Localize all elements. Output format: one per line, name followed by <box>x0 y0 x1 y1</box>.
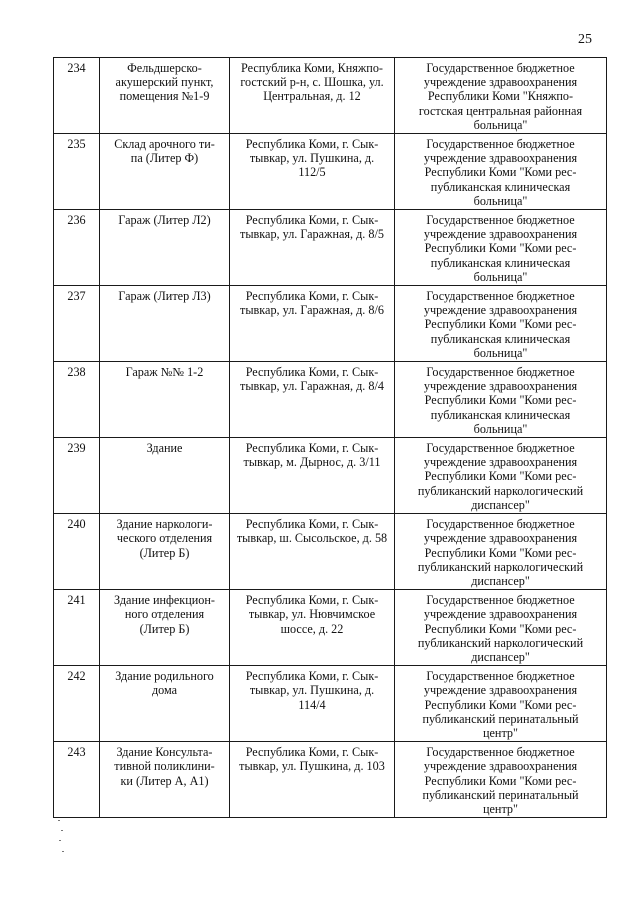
table-row <box>54 590 607 666</box>
object-name: Здание родильного дома <box>100 666 230 742</box>
object-address: Республика Коми, г. Сык- тывкар, ул. Пушкина, д. 103 <box>230 742 395 818</box>
object-name: Здание Консульта- тивной поликлини- ки (Литер А, А1) <box>100 742 230 818</box>
holder-organization: Государственное бюджетное учреждение здравоохранения Республики Коми "Коми рес- публиканский наркологический диспансер" <box>395 438 607 514</box>
holder-organization: Государственное бюджетное учреждение здравоохранения Республики Коми "Коми рес- публиканская клиническая больница" <box>395 134 607 210</box>
object-name: Здание <box>100 438 230 514</box>
row-number: 238 <box>54 362 100 438</box>
row-number: 239 <box>54 438 100 514</box>
holder-organization: Государственное бюджетное учреждение здравоохранения Республики Коми "Коми рес- публиканский перинатальный центр" <box>395 666 607 742</box>
object-name: Гараж (Литер Л3) <box>100 286 230 362</box>
holder-organization: Государственное бюджетное учреждение здравоохранения Республики Коми "Коми рес- публиканский наркологический диспансер" <box>395 590 607 666</box>
holder-organization: Государственное бюджетное учреждение здравоохранения Республики Коми "Коми рес- публиканская клиническая больница" <box>395 210 607 286</box>
table-row <box>54 514 607 590</box>
object-address: Республика Коми, г. Сык- тывкар, ул. Гаражная, д. 8/6 <box>230 286 395 362</box>
object-address: Республика Коми, г. Сык- тывкар, ш. Сысольское, д. 58 <box>230 514 395 590</box>
row-number: 241 <box>54 590 100 666</box>
object-address: Республика Коми, г. Сык- тывкар, ул. Пушкина, д. 112/5 <box>230 134 395 210</box>
object-address: Республика Коми, г. Сык- тывкар, ул. Пушкина, д. 114/4 <box>230 666 395 742</box>
table-row <box>54 666 607 742</box>
row-number: 236 <box>54 210 100 286</box>
holder-organization: Государственное бюджетное учреждение здравоохранения Республики Коми "Коми рес- публиканская клиническая больница" <box>395 286 607 362</box>
table-row <box>54 438 607 514</box>
object-address: Республика Коми, г. Сык- тывкар, ул. Нювчимское шоссе, д. 22 <box>230 590 395 666</box>
holder-organization: Государственное бюджетное учреждение здравоохранения Республики Коми "Княжпо- гостская центральная районная больница" <box>395 58 607 134</box>
row-number: 242 <box>54 666 100 742</box>
table-row <box>54 58 607 134</box>
object-name: Гараж №№ 1-2 <box>100 362 230 438</box>
table-row <box>54 210 607 286</box>
table-row <box>54 362 607 438</box>
holder-organization: Государственное бюджетное учреждение здравоохранения Республики Коми "Коми рес- публиканский наркологический диспансер" <box>395 514 607 590</box>
object-name: Здание инфекцион- ного отделения (Литер Б) <box>100 590 230 666</box>
row-number: 234 <box>54 58 100 134</box>
table-row <box>54 286 607 362</box>
object-address: Республика Коми, г. Сык- тывкар, м. Дырнос, д. 3/11 <box>230 438 395 514</box>
property-table <box>53 57 607 818</box>
row-number: 237 <box>54 286 100 362</box>
row-number: 240 <box>54 514 100 590</box>
row-number: 235 <box>54 134 100 210</box>
object-address: Республика Коми, г. Сык- тывкар, ул. Гаражная, д. 8/5 <box>230 210 395 286</box>
object-address: Республика Коми, Княжпо- гостский р-н, с. Шошка, ул. Центральная, д. 12 <box>230 58 395 134</box>
object-name: Гараж (Литер Л2) <box>100 210 230 286</box>
row-number: 243 <box>54 742 100 818</box>
object-address: Республика Коми, г. Сык- тывкар, ул. Гаражная, д. 8/4 <box>230 362 395 438</box>
table-row <box>54 742 607 818</box>
object-name: Фельдшерско- акушерский пункт, помещения №1-9 <box>100 58 230 134</box>
table-row <box>54 134 607 210</box>
object-name: Здание наркологи- ческого отделения (Литер Б) <box>100 514 230 590</box>
holder-organization: Государственное бюджетное учреждение здравоохранения Республики Коми "Коми рес- публиканская клиническая больница" <box>395 362 607 438</box>
object-name: Склад арочного ти- па (Литер Ф) <box>100 134 230 210</box>
page-number: 25 <box>578 32 592 47</box>
holder-organization: Государственное бюджетное учреждение здравоохранения Республики Коми "Коми рес- публиканский перинатальный центр" <box>395 742 607 818</box>
